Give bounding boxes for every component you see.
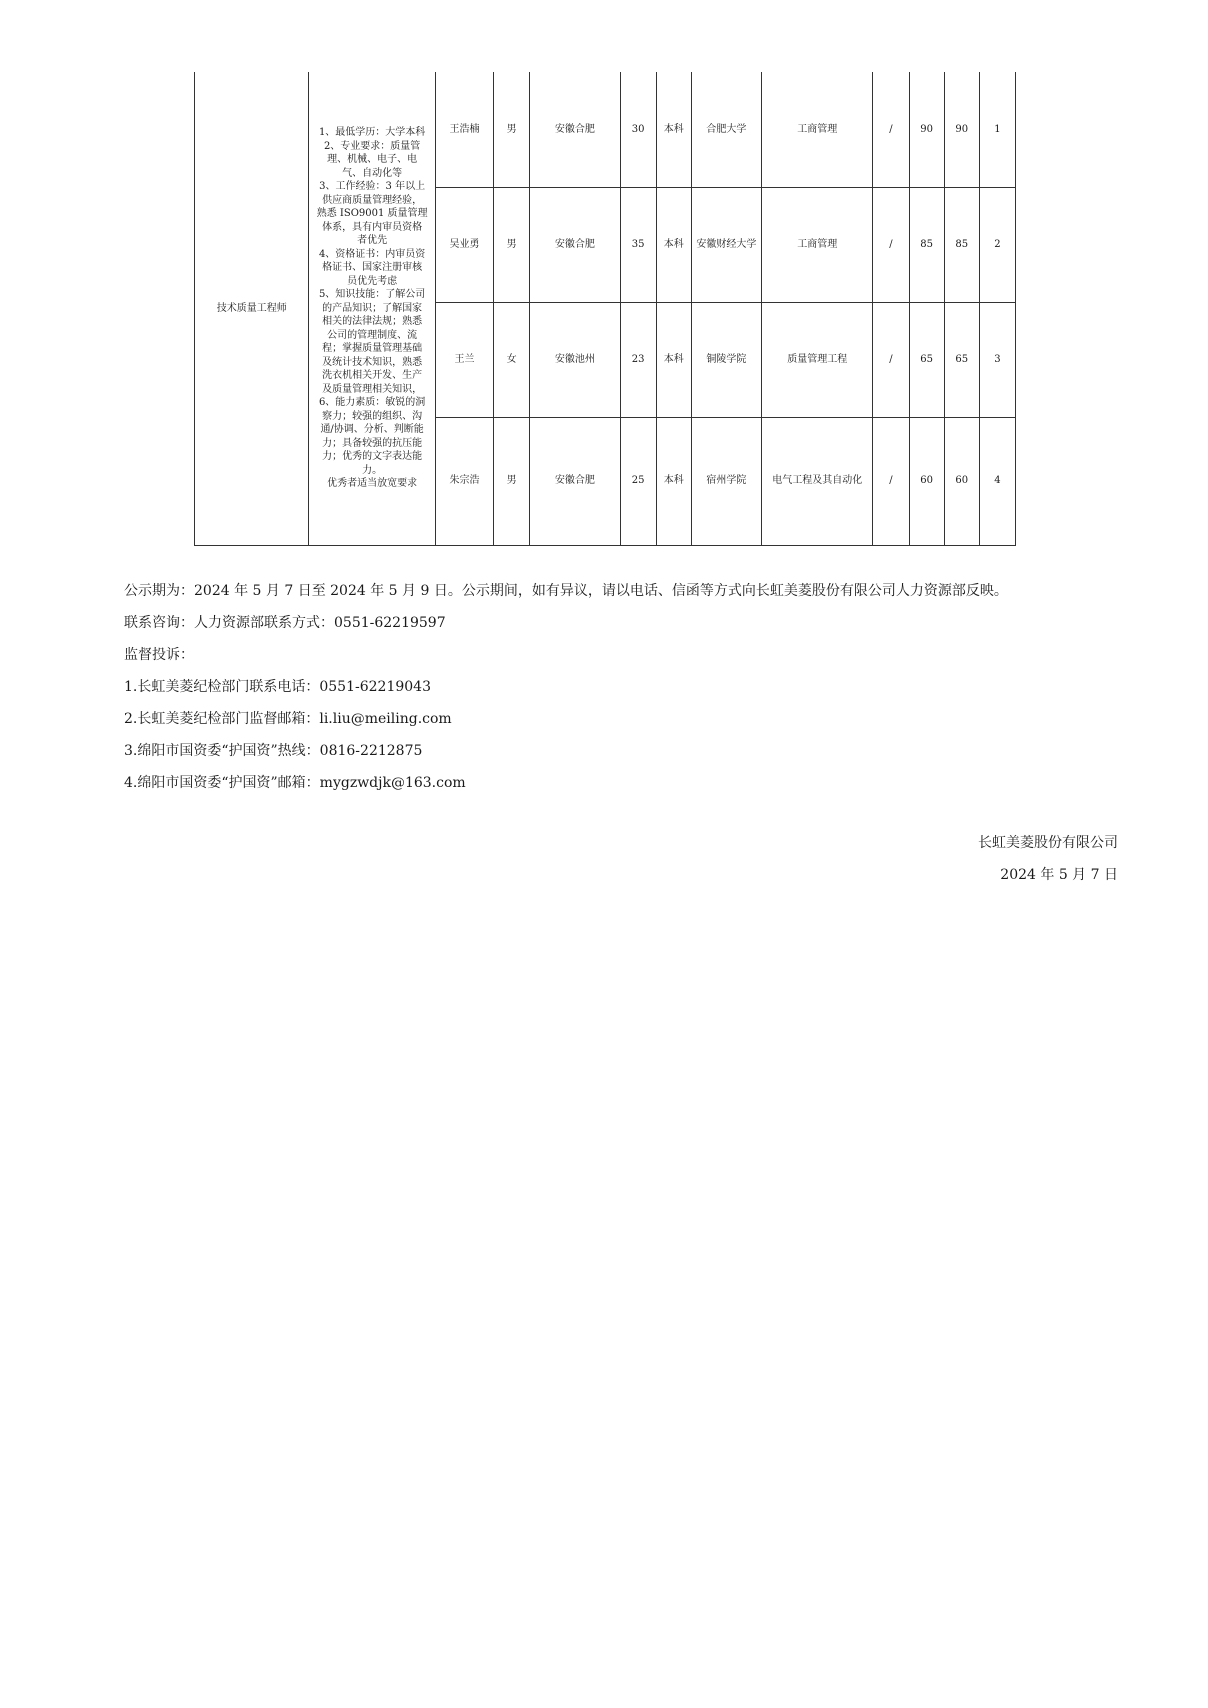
other-cell: / [873, 187, 909, 302]
requirement-line: 2、专业要求：质量管 [323, 140, 421, 152]
other-cell: / [873, 417, 909, 545]
candidate-table [194, 72, 1016, 546]
origin-cell: 安徽合肥 [530, 417, 620, 545]
requirement-line: 洗衣机相关开发、生产 [322, 370, 423, 381]
requirement-line: 力；优秀的文字表达能 [322, 451, 423, 462]
score-cell: 60 [909, 417, 944, 545]
notice-period: 公示期为：2024 年 5 月 7 日至 2024 年 5 月 9 日。公示期间，如有异议，请以电话、信函等方式向长虹美菱股份有限公司人力资源部反映。 [124, 583, 1008, 599]
requirement-line: 体系，具有内审员资格 [322, 221, 423, 233]
age-cell: 23 [620, 302, 656, 417]
origin-cell: 安徽池州 [530, 302, 620, 417]
requirements-cell [309, 72, 435, 545]
gender-cell: 男 [494, 187, 530, 302]
requirement-line: 通/协调、分析、判断能 [320, 424, 424, 435]
requirement-line: 者优先 [357, 235, 388, 246]
score-cell: 85 [909, 187, 944, 302]
total-score-cell: 65 [944, 302, 979, 417]
requirement-line: 优秀者适当放宽要求 [327, 478, 418, 489]
name-cell: 王兰 [435, 302, 493, 417]
supervision-item: 4.绵阳市国资委“护国资”邮箱：mygzwdjk@163.com [124, 775, 466, 791]
notice-block [124, 575, 1124, 799]
table-row [195, 72, 1016, 187]
rank-cell: 3 [979, 302, 1015, 417]
score-cell: 65 [909, 302, 944, 417]
signature-date: 2024 年 5 月 7 日 [1000, 867, 1118, 883]
requirement-line: 及质量管理相关知识， [322, 383, 423, 395]
requirement-line: 气、自动化等 [342, 167, 403, 179]
requirement-line: 5、知识技能：了解公司 [318, 289, 426, 300]
requirement-line: 力。 [362, 464, 383, 476]
degree-cell: 本科 [656, 72, 691, 187]
requirement-line: 相关的法律法规；熟悉 [322, 316, 423, 327]
major-cell: 质量管理工程 [762, 302, 873, 417]
degree-cell: 本科 [656, 187, 691, 302]
requirement-line: 力；具备较强的抗压能 [322, 437, 423, 449]
signature-block [978, 827, 1118, 891]
other-cell: / [873, 302, 909, 417]
requirement-line: 的产品知识；了解国家 [322, 302, 423, 314]
major-cell: 电气工程及其自动化 [762, 417, 873, 545]
gender-cell: 男 [494, 417, 530, 545]
gender-cell: 男 [494, 72, 530, 187]
age-cell: 25 [620, 417, 656, 545]
rank-cell: 2 [979, 187, 1015, 302]
major-cell: 工商管理 [762, 187, 873, 302]
requirement-line: 1、最低学历：大学本科 [318, 127, 426, 138]
degree-cell: 本科 [656, 302, 691, 417]
name-cell: 朱宗浩 [435, 417, 493, 545]
age-cell: 35 [620, 187, 656, 302]
school-cell: 安徽财经大学 [691, 187, 761, 302]
requirement-line: 供应商质量管理经验， [322, 194, 423, 206]
origin-cell: 安徽合肥 [530, 72, 620, 187]
requirement-line: 及统计技术知识，熟悉 [322, 356, 423, 368]
total-score-cell: 60 [944, 417, 979, 545]
total-score-cell: 90 [944, 72, 979, 187]
requirement-line: 理、机械、电子、电 [327, 154, 418, 165]
supervision-item: 3.绵阳市国资委“护国资”热线：0816-2212875 [124, 743, 423, 759]
requirement-line: 4、资格证书：内审员资 [318, 248, 426, 260]
requirement-line: 3、工作经验：3 年以上 [319, 181, 426, 192]
score-cell: 90 [909, 72, 944, 187]
school-cell: 铜陵学院 [691, 302, 761, 417]
supervision-item: 1.长虹美菱纪检部门联系电话：0551-62219043 [124, 679, 431, 695]
other-cell: / [873, 72, 909, 187]
requirement-line: 察力；较强的组织、沟 [322, 410, 423, 422]
name-cell: 王浩楠 [435, 72, 493, 187]
position-cell: 技术质量工程师 [195, 72, 309, 545]
notice-contact: 联系咨询：人力资源部联系方式：0551-62219597 [124, 615, 446, 631]
age-cell: 30 [620, 72, 656, 187]
name-cell: 吴业勇 [435, 187, 493, 302]
total-score-cell: 85 [944, 187, 979, 302]
requirement-line: 6、能力素质：敏锐的洞 [318, 397, 426, 408]
supervision-item: 2.长虹美菱纪检部门监督邮箱：li.liu@meiling.com [124, 711, 452, 727]
gender-cell: 女 [494, 302, 530, 417]
rank-cell: 4 [979, 417, 1015, 545]
degree-cell: 本科 [656, 417, 691, 545]
major-cell: 工商管理 [762, 72, 873, 187]
requirement-line: 格证书、国家注册审核 [322, 262, 423, 273]
school-cell: 宿州学院 [691, 417, 761, 545]
company-name: 长虹美菱股份有限公司 [978, 835, 1118, 851]
rank-cell: 1 [979, 72, 1015, 187]
requirement-line: 程；掌握质量管理基础 [322, 343, 423, 354]
requirement-line: 公司的管理制度、流 [327, 329, 418, 341]
supervision-title: 监督投诉： [124, 647, 194, 663]
requirement-line: 熟悉 ISO9001 质量管理 [316, 208, 428, 219]
school-cell: 合肥大学 [691, 72, 761, 187]
origin-cell: 安徽合肥 [530, 187, 620, 302]
requirement-line: 员优先考虑 [347, 275, 398, 287]
